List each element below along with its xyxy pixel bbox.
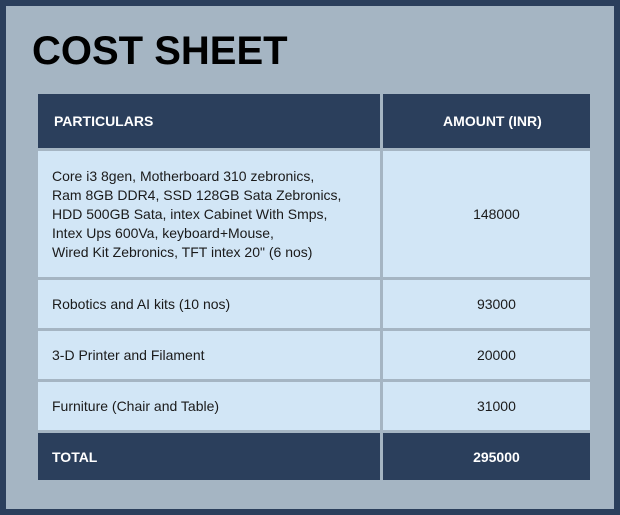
table-row	[38, 382, 590, 430]
amount-cell: 93000	[383, 280, 590, 328]
column-header-amount: AMOUNT (INR)	[383, 94, 590, 148]
particulars-cell: Robotics and AI kits (10 nos)	[38, 280, 380, 328]
amount-cell: 20000	[383, 331, 590, 379]
amount-cell: 148000	[383, 151, 590, 277]
table-row	[38, 151, 590, 277]
column-header-particulars: PARTICULARS	[38, 94, 380, 148]
total-label: TOTAL	[38, 433, 380, 480]
cost-sheet-panel	[6, 6, 614, 509]
particulars-cell: Core i3 8gen, Motherboard 310 zebronics, Ram 8GB DDR4, SSD 128GB Sata Zebronics, HDD 500GB Sata, intex Cabinet With Smps, Intex Ups 600Va, keyboard+Mouse, Wired Kit Zebronics, TFT intex 20" (6 nos)	[38, 151, 380, 277]
table-header-row	[38, 94, 590, 148]
table-row	[38, 280, 590, 328]
total-amount: 295000	[383, 433, 590, 480]
total-row	[38, 433, 590, 480]
cost-table	[35, 91, 593, 483]
amount-cell: 31000	[383, 382, 590, 430]
particulars-cell: Furniture (Chair and Table)	[38, 382, 380, 430]
particulars-cell: 3-D Printer and Filament	[38, 331, 380, 379]
page-title: COST SHEET	[32, 29, 288, 73]
table-row	[38, 331, 590, 379]
